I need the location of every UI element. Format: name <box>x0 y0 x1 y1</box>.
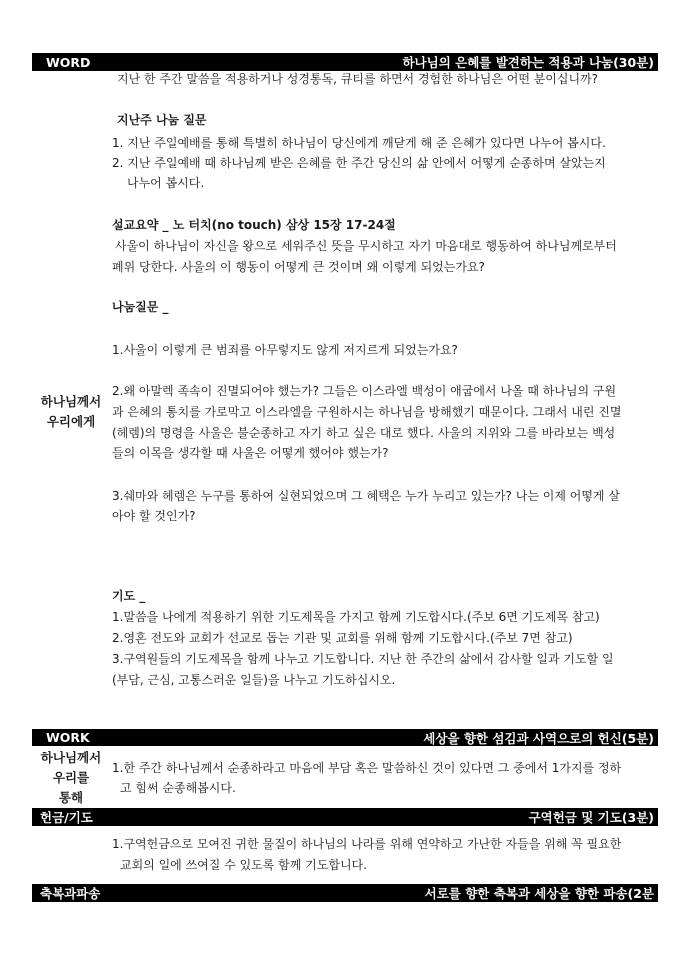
discussion-q3a: 3.쉐마와 헤렘은 누구를 통하여 실현되었으며 그 혜택은 누가 누리고 있는가? 나는 이제 어떻게 살 <box>112 489 620 503</box>
word-intro: 지난 한 주간 말씀을 적용하거나 성경통독, 큐티를 하면서 경험한 하나님은 어떤 분이십니까? <box>117 72 599 86</box>
prayer-p3a: 3.구역원들의 기도제목을 함께 나누고 기도합니다. 지난 한 주간의 삶에서 감사할 일과 기도할 일 <box>112 652 614 666</box>
word-label: WORD <box>46 54 91 70</box>
word-title: 하나님의 은혜를 발견하는 적용과 나눔(30분) <box>402 55 654 70</box>
offering-title: 구역헌금 및 기도(3분) <box>528 810 654 825</box>
work-section-header <box>32 729 658 746</box>
discussion-q2b: 과 은혜의 통치를 가로막고 이스라엘을 구원하시는 하나님을 방해했기 때문이다. 그래서 내린 진멸 <box>112 405 622 419</box>
prayer-p3b: (부담, 근심, 고통스러운 일들)을 나누고 기도하십시오. <box>112 673 396 687</box>
discussion-q1: 1.사울이 이렇게 큰 범죄를 아무렇지도 않게 저지르게 되었는가요? <box>112 343 458 357</box>
last-week-q2a: 2. 지난 주일예배 때 하나님께 받은 은혜를 한 주간 당신의 삶 안에서 어떻게 순종하며 살았는지 <box>112 156 606 170</box>
last-week-q1: 1. 지난 주일예배를 통해 특별히 하나님이 당신에게 깨닫게 해 준 은혜가 있다면 나누어 봅시다. <box>112 136 606 150</box>
discussion-q2c: (헤렘)의 명령을 사울은 불순종하고 자기 하고 싶은 대로 했다. 사울의 지위와 그를 바라보는 백성 <box>112 426 616 440</box>
work-line2: 고 힘써 순종해봅시다. <box>120 781 236 795</box>
last-week-heading: 지난주 나눔 질문 <box>117 113 207 127</box>
sermon-heading: 설교요약 _ 노 터치(no touch) 삼상 15장 17-24절 <box>112 218 396 232</box>
blessing-title: 서로를 향한 축복과 세상을 향한 파송(2분 <box>424 886 654 901</box>
prayer-heading: 기도 _ <box>112 589 146 603</box>
blessing-label: 축복과파송 <box>40 886 101 901</box>
prayer-p1: 1.말씀을 나에게 적용하기 위한 기도제목을 가지고 함께 기도합시다.(주보 6면 기도제목 참고) <box>112 610 600 624</box>
word-side-label: 하나님께서 우리에게 <box>40 394 102 429</box>
discussion-heading: 나눔질문 _ <box>112 300 169 314</box>
offering-label: 헌금/기도 <box>40 810 93 825</box>
sermon-line2: 폐위 당한다. 사울의 이 행동이 어떻게 큰 것이며 왜 이렇게 되었는가요? <box>112 260 485 274</box>
offering-line2: 교회의 일에 쓰여질 수 있도록 함께 기도합니다. <box>120 858 367 872</box>
last-week-q2b: 나누어 봅시다. <box>127 176 205 190</box>
sermon-line1: 사울이 하나님이 자신을 왕으로 세워주신 뜻을 무시하고 자기 마음대로 행동하여 하나님께로부터 <box>115 239 617 253</box>
discussion-q3b: 아야 할 것인가? <box>112 509 196 523</box>
prayer-p2: 2.영혼 전도와 교회가 선교로 돕는 기관 및 교회를 위해 함께 기도합시다.(주보 7면 참고) <box>112 631 573 645</box>
blessing-section-header <box>32 884 658 902</box>
discussion-q2d: 들의 이목을 생각할 때 사울은 어떻게 했어야 했는가? <box>112 446 389 460</box>
work-line1: 1.한 주간 하나님께서 순종하라고 마음에 부담 혹은 말씀하신 것이 있다면 그 중에서 1가지를 정하 <box>112 761 622 775</box>
offering-section-header <box>32 808 658 826</box>
work-label: WORK <box>46 730 90 745</box>
discussion-q2a: 2.왜 아말렉 족속이 진멸되어야 했는가? 그들은 이스라엘 백성이 애굽에서 나올 때 하나님의 구원 <box>112 384 617 398</box>
word-section-header <box>32 53 658 71</box>
work-title: 세상을 향한 섬김과 사역으로의 헌신(5분) <box>423 730 654 746</box>
work-side-label: 하나님께서 우리를 통해 <box>40 750 102 805</box>
offering-line1: 1.구역헌금으로 모여진 귀한 물질이 하나님의 나라를 위해 연약하고 가난한 자들을 위해 꼭 필요한 <box>112 837 622 851</box>
